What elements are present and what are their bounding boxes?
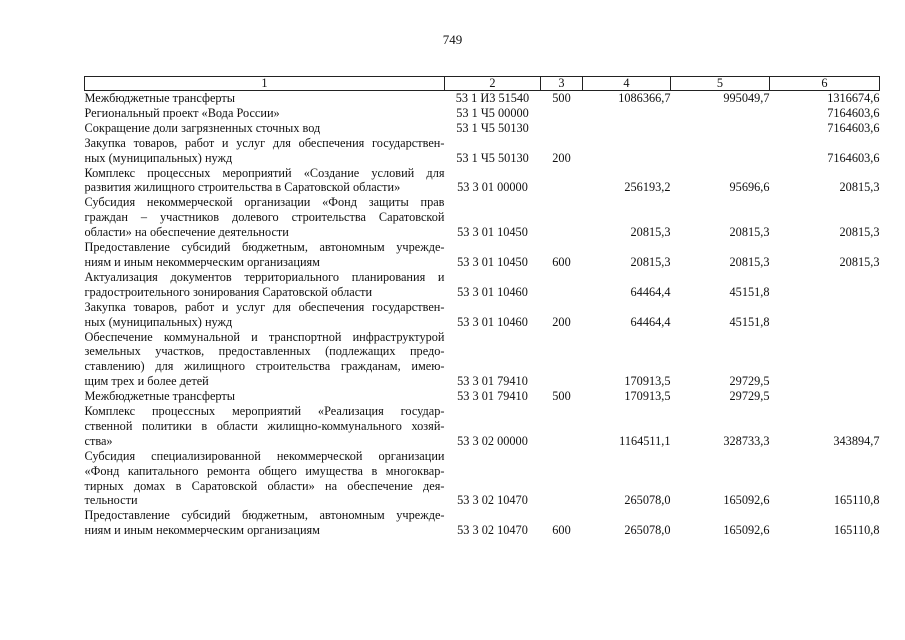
row-value-6: 343894,7 (833, 433, 880, 448)
table-row (85, 270, 880, 300)
row-value-5 (671, 106, 770, 121)
row-description (85, 508, 445, 538)
description-line: Региональный проект «Вода России» (84, 105, 280, 120)
row-code: 53 3 01 10450 (457, 254, 528, 269)
description-line: щим трех и более детей (84, 374, 209, 389)
description-line: Межбюджетные трансферты (84, 389, 236, 404)
row-value-6 (770, 330, 880, 390)
row-description (85, 240, 445, 270)
table-row (85, 195, 880, 240)
row-value-6: 7164603,6 (827, 120, 880, 135)
description-line: Предоставление субсидий бюджетным, автономным учрежде- (84, 508, 445, 523)
row-description (85, 330, 445, 390)
row-description (85, 91, 445, 106)
row-value-5: 45151,8 (729, 284, 770, 299)
column-header-2: 2 (445, 77, 541, 91)
description-line: ственной политики в области жилищно-коммунального хозяй- (84, 418, 445, 433)
description-line: Обеспечение коммунальной и транспортной инфраструктурой (84, 329, 445, 344)
description-line: области» на обеспечение деятельности (84, 225, 289, 240)
row-expense-type (541, 121, 583, 136)
row-value-4: 170913,5 (624, 389, 671, 404)
column-header-3: 3 (541, 77, 583, 91)
description-line: Закупка товаров, работ и услуг для обеспечения государствен- (84, 299, 445, 314)
row-code: 53 3 01 00000 (457, 180, 528, 195)
table-row (85, 121, 880, 136)
description-line: Комплекс процессных мероприятий «Реализация государ- (84, 404, 445, 419)
row-expense-type: 600 (552, 523, 571, 538)
row-value-4 (583, 106, 671, 121)
row-value-4: 256193,2 (624, 180, 671, 195)
row-code: 53 1 Ч5 00000 (456, 105, 529, 120)
description-line: Субсидия специализированной некоммерческой организации (84, 448, 445, 463)
table-row (85, 240, 880, 270)
description-line: земельных участков, предоставленных (подлежащих предо- (84, 344, 445, 359)
row-description (85, 404, 445, 449)
table-row (85, 508, 880, 538)
description-line: градостроительного зонирования Саратовской области (84, 284, 373, 299)
row-description (85, 270, 445, 300)
budget-table (84, 76, 880, 538)
description-line: Сокращение доли загрязненных сточных вод (84, 120, 321, 135)
row-value-6: 7164603,6 (827, 105, 880, 120)
row-value-4: 20815,3 (630, 225, 671, 240)
table-row (85, 449, 880, 509)
row-description (85, 300, 445, 330)
table-row (85, 166, 880, 196)
row-value-5: 29729,5 (729, 389, 770, 404)
row-code: 53 3 02 10470 (457, 523, 528, 538)
row-value-4: 1164511,1 (619, 433, 671, 448)
table-body (85, 91, 880, 539)
row-value-6: 7164603,6 (827, 150, 880, 165)
row-value-6 (770, 300, 880, 330)
row-value-4 (583, 136, 671, 166)
row-value-5: 165092,6 (723, 523, 770, 538)
row-value-6 (770, 270, 880, 300)
table-row (85, 300, 880, 330)
row-value-4: 170913,5 (624, 374, 671, 389)
description-line: граждан – участников долевого строительства Саратовской (84, 210, 445, 225)
description-line: ниям и иным некоммерческим организациям (84, 254, 320, 269)
page-number: 749 (442, 32, 463, 47)
row-value-5: 45151,8 (729, 314, 770, 329)
row-expense-type (541, 166, 583, 196)
row-value-5: 29729,5 (729, 374, 770, 389)
row-code: 53 1 И3 51540 (455, 91, 530, 105)
description-line: тирных домах в Саратовской области» на обеспечение дея- (84, 478, 445, 493)
row-description (85, 389, 445, 404)
description-line: ства» (84, 433, 113, 448)
row-value-6: 1316674,6 (827, 91, 880, 105)
table-row (85, 106, 880, 121)
description-line: «Фонд капитального ремонта общего имущества в многоквар- (84, 463, 445, 478)
row-value-6: 20815,3 (839, 180, 880, 195)
row-expense-type: 200 (552, 314, 571, 329)
row-value-5: 20815,3 (729, 254, 770, 269)
row-value-5: 165092,6 (723, 493, 770, 508)
description-line: Межбюджетные трансферты (84, 91, 236, 105)
row-description (85, 106, 445, 121)
description-line: Субсидия некоммерческой организации «Фонд защиты прав (84, 195, 445, 210)
row-code: 53 3 02 00000 (457, 433, 528, 448)
row-value-4: 20815,3 (630, 254, 671, 269)
row-expense-type (541, 330, 583, 390)
row-code: 53 1 Ч5 50130 (456, 120, 529, 135)
row-expense-type: 500 (552, 91, 571, 105)
table-row (85, 389, 880, 404)
table-row (85, 330, 880, 390)
row-code: 53 3 01 10450 (457, 225, 528, 240)
table-row (85, 404, 880, 449)
description-line: ставлению) для жилищного строительства гражданам, имею- (84, 359, 445, 374)
table-row (85, 136, 880, 166)
row-expense-type (541, 404, 583, 449)
row-code: 53 3 02 10470 (457, 493, 528, 508)
row-expense-type: 500 (552, 389, 571, 404)
description-line: ниям и иным некоммерческим организациям (84, 523, 320, 538)
row-value-5: 328733,3 (723, 433, 770, 448)
row-expense-type (541, 195, 583, 240)
row-value-6 (770, 389, 880, 404)
row-description (85, 195, 445, 240)
row-value-5 (671, 121, 770, 136)
row-description (85, 136, 445, 166)
row-value-4: 265078,0 (624, 493, 671, 508)
row-expense-type (541, 270, 583, 300)
row-expense-type (541, 449, 583, 509)
description-line: Комплекс процессных мероприятий «Создание условий для (84, 165, 445, 180)
table-header-row (85, 77, 880, 91)
column-header-4: 4 (583, 77, 671, 91)
row-code: 53 3 01 10460 (457, 314, 528, 329)
row-value-4: 1086366,7 (618, 91, 671, 105)
row-value-5: 20815,3 (729, 225, 770, 240)
description-line: Актуализация документов территориального планирования и (84, 269, 445, 284)
description-line: тельности (84, 493, 138, 508)
description-line: Предоставление субсидий бюджетным, автономным учрежде- (84, 240, 445, 255)
description-line: ных (муниципальных) нужд (84, 150, 233, 165)
column-header-6: 6 (770, 77, 880, 91)
row-expense-type: 200 (552, 150, 571, 165)
row-description (85, 166, 445, 196)
row-description (85, 449, 445, 509)
description-line: развития жилищного строительства в Саратовской области» (84, 180, 401, 195)
row-description (85, 121, 445, 136)
row-value-4: 265078,0 (624, 523, 671, 538)
row-value-4 (583, 121, 671, 136)
row-value-4: 64464,4 (630, 284, 671, 299)
row-code: 53 3 01 79410 (457, 389, 528, 404)
row-expense-type (541, 106, 583, 121)
description-line: Закупка товаров, работ и услуг для обеспечения государствен- (84, 135, 445, 150)
description-line: ных (муниципальных) нужд (84, 314, 233, 329)
column-header-5: 5 (671, 77, 770, 91)
row-value-6: 165110,8 (833, 493, 880, 508)
row-value-6: 165110,8 (833, 523, 880, 538)
column-header-1: 1 (85, 77, 445, 91)
row-value-6: 20815,3 (839, 225, 880, 240)
row-expense-type: 600 (552, 254, 571, 269)
row-value-5 (671, 136, 770, 166)
row-value-4: 64464,4 (630, 314, 671, 329)
row-code: 53 3 01 79410 (457, 374, 528, 389)
row-code: 53 3 01 10460 (457, 284, 528, 299)
row-value-6: 20815,3 (839, 254, 880, 269)
row-value-5: 95696,6 (729, 180, 770, 195)
row-code: 53 1 Ч5 50130 (456, 150, 529, 165)
row-value-5: 995049,7 (723, 91, 770, 105)
table-row (85, 91, 880, 106)
